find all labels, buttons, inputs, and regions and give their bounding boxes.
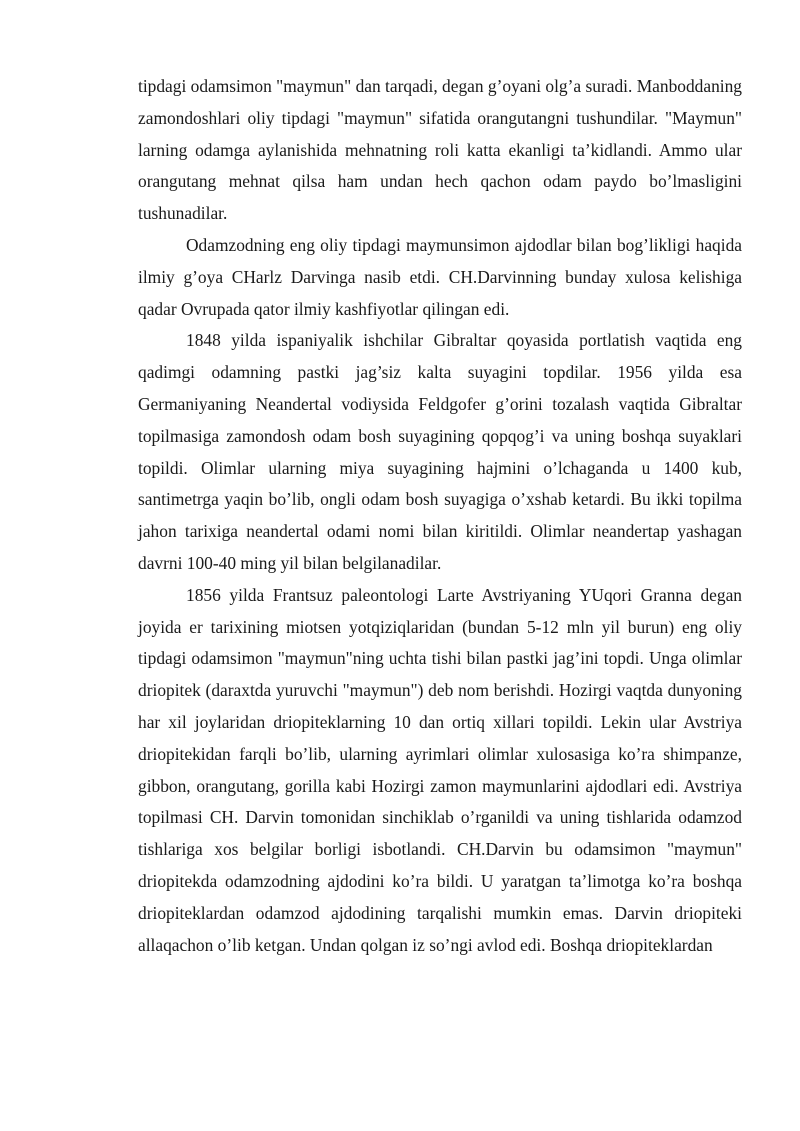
paragraph-continuation: tipdagi odamsimon "maymun" dan tarqadi, degan g’oyani olg’a suradi. Manboddaning zamondoshlari oliy tipdagi "maymun" sifatida orangutangni tushundilar. "Maymun" larning odamga aylanishida mehnatning roli katta ekanligi ta’kidlandi. Ammo ular orangutang mehnat qilsa ham undan hech qachon odam paydo bo’lmasligini tushunadilar. — [138, 76, 742, 224]
paragraph-darwin-idea: Odamzodning eng oliy tipdagi maymunsimon ajdodlar bilan bog’likligi haqida ilmiy g’oya CHarlz Darvinga nasib etdi. CH.Darvinning bunday xulosa kelishiga qadar Ovrupada qator ilmiy kashfiyotlar qilingan edi. — [138, 234, 742, 319]
paragraph-neanderthal-finds: 1848 yilda ispaniyalik ishchilar Gibraltar qoyasida portlatish vaqtida eng qadimgi odamning pastki jag’siz kalta suyagini topdilar. 1956 yilda esa Germaniyaning Neandertal vodiysida Feldgofer g’orini tozalash vaqtida Gibraltar topilmasiga zamondosh odam bosh suyagining qopqog’i va uning boshqa suyaklari topildi. Olimlar ularning miya suyagining hajmini o’lchaganda u 1400 kub, santimetrga yaqin bo’lib, ongli odam bosh suyagiga o’xshab ketardi. Bu ikki topilma jahon tarixiga neandertal odami nomi bilan kiritildi. Olimlar neandertap yashagan davrni 100-40 ming yil bilan belgilanadilar. — [138, 330, 742, 573]
paragraph-dryopithecus: 1856 yilda Frantsuz paleontologi Larte Avstriyaning YUqori Granna degan joyida er tarixining miotsen yotqiziqlaridan (bundan 5-12 mln yil burun) eng oliy tipdagi odamsimon "maymun"ning uchta tishi bilan pastki jag’ini topdi. Unga olimlar driopitek (daraxtda yuruvchi "maymun") deb nom berishdi. Hozirgi vaqtda dunyoning har xil joylaridan driopiteklarning 10 dan ortiq xillari topildi. Lekin ular Avstriya driopitekidan farqli bo’lib, ularning ayrimlari olimlar xulosasiga ko’ra shimpanze, gibbon, orangutang, gorilla kabi Hozirgi zamon maymunlarini ajdodlari edi. Avstriya topilmasi CH. Darvin tomonidan sinchiklab o’rganildi va uning tishlarida odamzod tishlariga xos belgilar borligi isbotlandi. CH.Darvin bu odamsimon "maymun" driopitekda odamzodning ajdodini ko’ra bildi. U yaratgan ta’limotga ko’ra boshqa driopiteklardan odamzod ajdodining tarqalishi mumkin emas. Darvin driopiteki allaqachon o’lib ketgan. Undan qolgan iz so’ngi avlod edi. Boshqa driopiteklardan — [138, 584, 742, 955]
document-body — [138, 71, 742, 961]
